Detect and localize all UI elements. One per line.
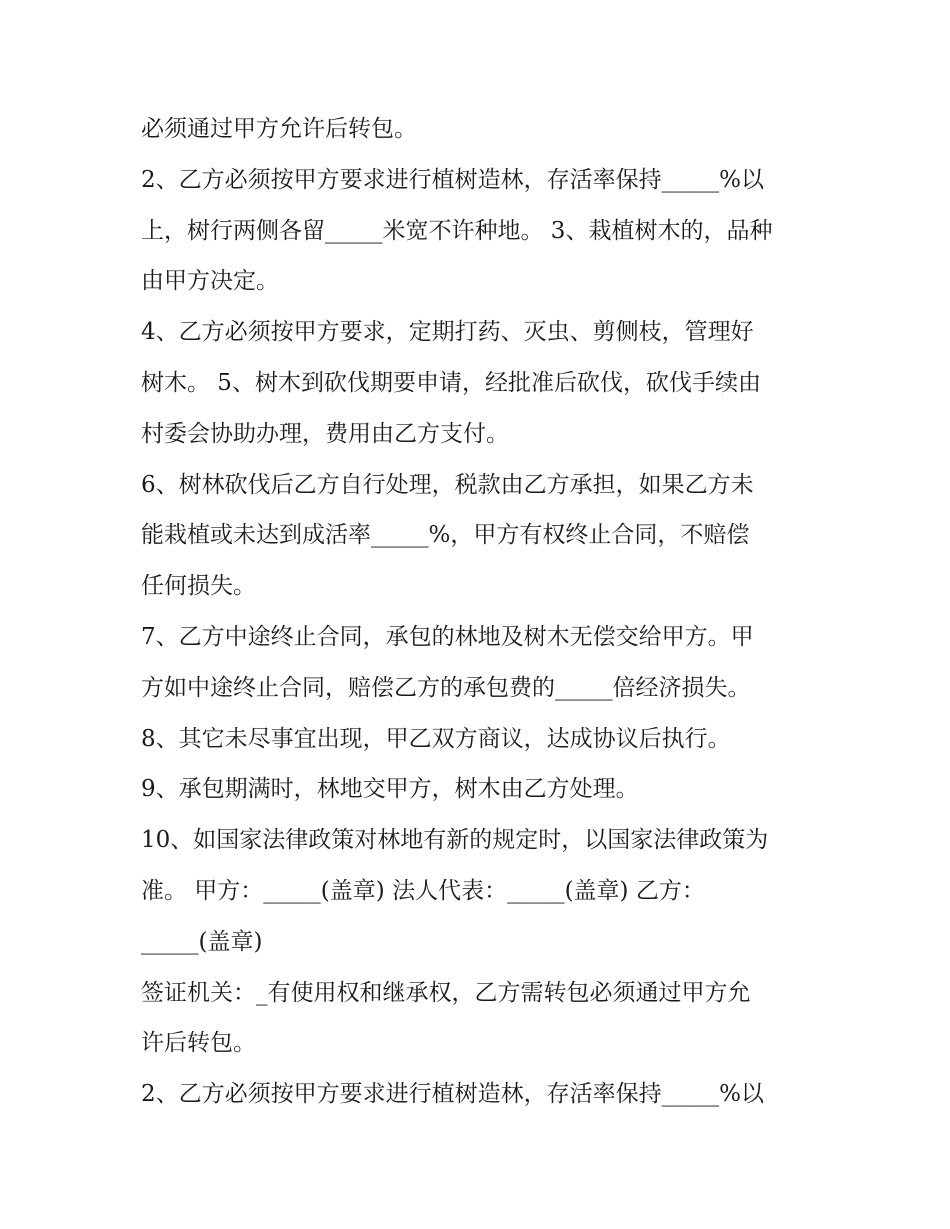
text-line: 上，树行两侧各留_____米宽不许种地。 3、栽植树木的，品种 [141,217,773,244]
contract-text [141,104,821,1120]
text-line: 2、乙方必须按甲方要求进行植树造林，存活率保持_____%以 [141,166,764,193]
text-line: 任何损失。 [141,573,256,600]
text-line: 签证机关：_有使用权和继承权，乙方需转包必须通过甲方允 [141,979,751,1006]
text-line: 准。 甲方：_____(盖章) 法人代表：_____(盖章) 乙方： [141,877,705,904]
text-line: _____(盖章) [141,928,263,955]
text-line: 由甲方决定。 [141,268,279,295]
text-line: 必须通过甲方允许后转包。 [141,116,417,142]
text-line: 能栽植或未达到成活率_____%，甲方有权终止合同，不赔偿 [141,522,750,549]
text-line: 9、承包期满时，林地交甲方，树木由乙方处理。 [141,776,639,803]
text-line: 2、乙方必须按甲方要求进行植树造林，存活率保持_____%以 [141,1081,764,1108]
text-line: 6、树林砍伐后乙方自行处理，税款由乙方承担，如果乙方未 [141,471,754,498]
text-line: 8、其它未尽事宜出现，甲乙双方商议，达成协议后执行。 [141,725,731,752]
text-line: 4、乙方必须按甲方要求，定期打药、灭虫、剪侧枝，管理好 [141,319,754,346]
text-line: 方如中途终止合同，赔偿乙方的承包费的_____倍经济损失。 [141,674,751,701]
text-line: 10、如国家法律政策对林地有新的规定时，以国家法律政策为 [141,827,769,854]
text-line: 7、乙方中途终止合同，承包的林地及树木无偿交给甲方。甲 [141,623,754,650]
text-line: 许后转包。 [141,1030,256,1057]
text-line: 村委会协助办理，费用由乙方支付。 [141,420,509,447]
text-line: 树木。 5、树木到砍伐期要申请，经批准后砍伐，砍伐手续由 [141,369,761,396]
